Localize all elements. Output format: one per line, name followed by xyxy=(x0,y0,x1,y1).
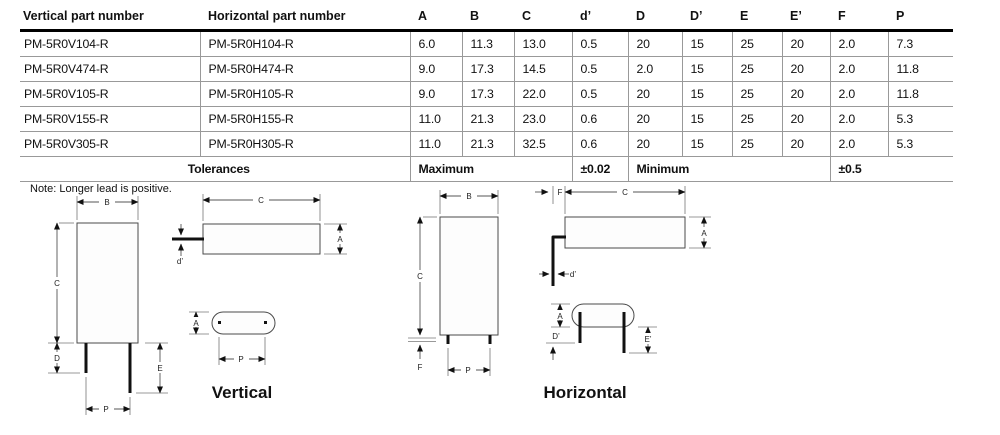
col-header-d: D xyxy=(628,6,682,31)
dimension-value-cell: 13.0 xyxy=(514,31,572,57)
tolerances-label: Tolerances xyxy=(20,157,410,182)
dim-c-label: C xyxy=(54,279,60,288)
horizontal-front-view xyxy=(408,190,498,376)
dimension-value-cell: 0.5 xyxy=(572,82,628,107)
horizontal-bottom-view xyxy=(546,304,657,360)
horizontal-side-view xyxy=(535,186,711,286)
dim-c-label: C xyxy=(258,196,264,205)
dimension-value-cell: 15 xyxy=(682,31,732,57)
dimension-value-cell: 21.3 xyxy=(462,132,514,157)
dimension-value-cell: 7.3 xyxy=(888,31,953,57)
table-header-row xyxy=(20,6,953,31)
component-body xyxy=(565,217,685,248)
table-row xyxy=(20,132,953,157)
dim-a-label: A xyxy=(337,235,343,244)
dimension-value-cell: 9.0 xyxy=(410,82,462,107)
dim-f-label: F xyxy=(557,188,563,197)
dim-f-label: F xyxy=(417,363,423,372)
dimension-value-cell: 17.3 xyxy=(462,82,514,107)
bent-lead xyxy=(553,237,566,286)
dimension-value-cell: 0.6 xyxy=(572,132,628,157)
tolerances-minimum: Minimum xyxy=(628,157,830,182)
vertical-caption: Vertical xyxy=(211,383,273,402)
dimension-value-cell: 2.0 xyxy=(830,31,888,57)
dimension-value-cell: 11.8 xyxy=(888,82,953,107)
dimension-value-cell: 20 xyxy=(782,31,830,57)
dim-d-lower-label: d’ xyxy=(569,270,577,279)
dim-p-label: P xyxy=(103,405,109,414)
table-row xyxy=(20,57,953,82)
dimension-value-cell: 5.3 xyxy=(888,107,953,132)
dim-d-prime-label: D’ xyxy=(552,332,560,341)
col-header-e-prime: E’ xyxy=(782,6,830,31)
dimension-value-cell: 6.0 xyxy=(410,31,462,57)
dim-a-label: A xyxy=(701,229,707,238)
dimension-value-cell: 0.6 xyxy=(572,107,628,132)
dim-p-label: P xyxy=(238,355,244,364)
dimension-value-cell: 11.0 xyxy=(410,107,462,132)
col-header-vertical-part-number: Vertical part number xyxy=(20,6,200,31)
dimension-value-cell: 11.8 xyxy=(888,57,953,82)
col-header-horizontal-part-number: Horizontal part number xyxy=(200,6,410,31)
dimension-value-cell: 20 xyxy=(628,31,682,57)
dimension-value-cell: 0.5 xyxy=(572,31,628,57)
component-body xyxy=(203,224,320,254)
tolerances-fp-value: ±0.5 xyxy=(830,157,953,182)
dim-e-label: E xyxy=(157,364,163,373)
dimension-value-cell: 20 xyxy=(782,82,830,107)
tolerances-row xyxy=(20,157,953,182)
lead-dot xyxy=(218,321,221,324)
col-header-f: F xyxy=(830,6,888,31)
technical-drawings xyxy=(0,180,1000,435)
dimension-value-cell: 15 xyxy=(682,82,732,107)
vertical-bottom-view xyxy=(189,312,275,365)
dimension-value-cell: 14.5 xyxy=(514,57,572,82)
vertical-part-number-cell: PM-5R0V105-R xyxy=(20,82,200,107)
dimension-value-cell: 17.3 xyxy=(462,57,514,82)
component-body xyxy=(77,223,138,343)
dimension-value-cell: 11.0 xyxy=(410,132,462,157)
table-row xyxy=(20,31,953,57)
dim-p-label: P xyxy=(465,366,471,375)
dim-d-label: D xyxy=(54,354,60,363)
dimension-value-cell: 2.0 xyxy=(830,132,888,157)
horizontal-caption: Horizontal xyxy=(543,383,627,402)
dimension-value-cell: 20 xyxy=(782,57,830,82)
dimension-value-cell: 11.3 xyxy=(462,31,514,57)
vertical-part-number-cell: PM-5R0V474-R xyxy=(20,57,200,82)
horizontal-part-number-cell: PM-5R0H155-R xyxy=(200,107,410,132)
horizontal-part-number-cell: PM-5R0H474-R xyxy=(200,57,410,82)
dimension-value-cell: 23.0 xyxy=(514,107,572,132)
dimension-value-cell: 25 xyxy=(732,107,782,132)
table-row xyxy=(20,107,953,132)
dimension-value-cell: 2.0 xyxy=(628,57,682,82)
dim-c-label: C xyxy=(622,188,628,197)
vertical-part-number-cell: PM-5R0V305-R xyxy=(20,132,200,157)
dim-e-prime-label: E’ xyxy=(644,335,652,344)
table-row xyxy=(20,82,953,107)
vertical-part-number-cell: PM-5R0V155-R xyxy=(20,107,200,132)
dimension-value-cell: 5.3 xyxy=(888,132,953,157)
lead-dot xyxy=(264,321,267,324)
vertical-side-view xyxy=(172,194,347,266)
col-header-p: P xyxy=(888,6,953,31)
dimension-value-cell: 25 xyxy=(732,31,782,57)
dim-d-lower-label: d’ xyxy=(176,257,184,266)
dimension-value-cell: 9.0 xyxy=(410,57,462,82)
dimension-value-cell: 21.3 xyxy=(462,107,514,132)
dimension-value-cell: 22.0 xyxy=(514,82,572,107)
dim-c-label: C xyxy=(417,272,423,281)
horizontal-part-number-cell: PM-5R0H305-R xyxy=(200,132,410,157)
col-header-c: C xyxy=(514,6,572,31)
dimensions-table xyxy=(20,6,953,182)
dimension-value-cell: 20 xyxy=(628,132,682,157)
dimension-value-cell: 15 xyxy=(682,132,732,157)
horizontal-part-number-cell: PM-5R0H104-R xyxy=(200,31,410,57)
vertical-front-view xyxy=(48,196,168,415)
dimension-value-cell: 20 xyxy=(782,107,830,132)
dimension-value-cell: 0.5 xyxy=(572,57,628,82)
col-header-e: E xyxy=(732,6,782,31)
dimension-value-cell: 2.0 xyxy=(830,82,888,107)
dimension-value-cell: 25 xyxy=(732,57,782,82)
dimension-value-cell: 15 xyxy=(682,57,732,82)
dimension-value-cell: 20 xyxy=(782,132,830,157)
tolerances-d-value: ±0.02 xyxy=(572,157,628,182)
dimension-value-cell: 25 xyxy=(732,132,782,157)
dimension-value-cell: 2.0 xyxy=(830,107,888,132)
component-body xyxy=(440,217,498,335)
dim-a-label: A xyxy=(193,319,199,328)
tolerances-maximum: Maximum xyxy=(410,157,572,182)
col-header-b: B xyxy=(462,6,514,31)
dim-a-label: A xyxy=(557,312,563,321)
dimension-value-cell: 32.5 xyxy=(514,132,572,157)
horizontal-part-number-cell: PM-5R0H105-R xyxy=(200,82,410,107)
dimension-value-cell: 20 xyxy=(628,82,682,107)
col-header-a: A xyxy=(410,6,462,31)
vertical-part-number-cell: PM-5R0V104-R xyxy=(20,31,200,57)
dimension-value-cell: 25 xyxy=(732,82,782,107)
note-text: Note: Longer lead is positive. xyxy=(30,183,172,195)
col-header-d-prime: D’ xyxy=(682,6,732,31)
dim-b-label: B xyxy=(104,198,110,207)
col-header-d-lower: d’ xyxy=(572,6,628,31)
dimension-value-cell: 20 xyxy=(628,107,682,132)
dim-b-label: B xyxy=(466,192,472,201)
dimension-value-cell: 15 xyxy=(682,107,732,132)
dimension-value-cell: 2.0 xyxy=(830,57,888,82)
